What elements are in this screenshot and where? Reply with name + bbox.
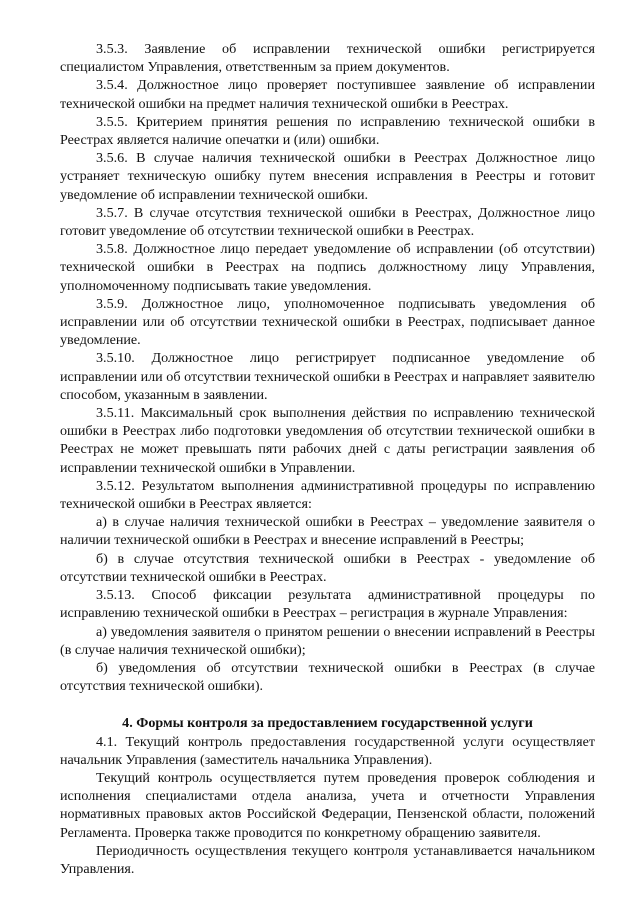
document-page (60, 40, 595, 878)
paragraph-3-5-5: 3.5.5. Критерием принятия решения по исправлению технической ошибки в Реестрах является наличие опечатки и (или) ошибки. (60, 113, 595, 149)
paragraph-control-periodicity: Периодичность осуществления текущего контроля устанавливается начальником Управления. (60, 842, 595, 877)
paragraph-3-5-9: 3.5.9. Должностное лицо, уполномоченное подписывать уведомления об исправлении или об отсутствии технической ошибки в Реестрах, подписывает данное уведомление. (60, 295, 595, 349)
paragraph-3-5-11: 3.5.11. Максимальный срок выполнения действия по исправлению технической ошибки в Реестрах либо подготовки уведомления об отсутствии технической ошибки в Реестрах не может превышать пяти рабочих дней с даты регистрации заявления об исправлении технической ошибки в Управлении. (60, 405, 595, 476)
paragraph-3-5-4: 3.5.4. Должностное лицо проверяет поступившее заявление об исправлении технической ошибки на предмет наличия технической ошибки в Реестрах. (60, 77, 595, 112)
paragraph-3-5-12-a: а) в случае наличия технической ошибки в Реестрах – уведомление заявителя о наличии технической ошибки в Реестрах и внесение исправлений в Реестры; (60, 514, 595, 549)
paragraph-3-5-12-b: б) в случае отсутствия технической ошибки в Реестрах - уведомление об отсутствии технической ошибки в Реестрах. (60, 550, 595, 585)
paragraph-3-5-6: 3.5.6. В случае наличия технической ошибки в Реестрах Должностное лицо устраняет техническую ошибку путем внесения исправления в Реестры и готовит уведомление об исправлении технической ошибки. (60, 150, 595, 203)
paragraph-4-1: 4.1. Текущий контроль предоставления государственной услуги осуществляет начальник Управления (заместитель начальника Управления). (60, 733, 595, 768)
paragraph-3-5-8: 3.5.8. Должностное лицо передает уведомление об исправлении (об отсутствии) технической ошибки в Реестрах на подпись должностному лицу Управления, уполномоченному подписывать такие уведомления. (60, 241, 595, 294)
paragraph-3-5-13-a: а) уведомления заявителя о принятом решении о внесении исправлений в Реестры (в случае наличия технической ошибки); (60, 623, 595, 658)
paragraph-3-5-12: 3.5.12. Результатом выполнения административной процедуры по исправлению технической ошибки в Реестрах является: (60, 477, 595, 513)
paragraph-3-5-10: 3.5.10. Должностное лицо регистрирует подписанное уведомление об исправлении или об отсутствии технической ошибки в Реестрах и направляет заявителю способом, указанным в заявлении. (60, 350, 595, 403)
paragraph-3-5-7: 3.5.7. В случае отсутствия технической ошибки в Реестрах, Должностное лицо готовит уведомление об отсутствии технической ошибки в Реестрах. (60, 204, 595, 240)
section-spacer (60, 695, 595, 714)
paragraph-3-5-13: 3.5.13. Способ фиксации результата административной процедуры по исправлению технической ошибки в Реестрах – регистрация в журнале Управления: (60, 587, 595, 622)
paragraph-3-5-3: 3.5.3. Заявление об исправлении технической ошибки регистрируется специалистом Управления, ответственным за прием документов. (60, 41, 595, 76)
paragraph-3-5-13-b: б) уведомления об отсутствии технической ошибки в Реестрах (в случае отсутствия технической ошибки). (60, 659, 595, 695)
section-4-heading: 4. Формы контроля за предоставлением государственной услуги (122, 715, 533, 732)
paragraph-current-control: Текущий контроль осуществляется путем проведения проверок соблюдения и исполнения специалистами отдела анализа, учета и отчетности Управления нормативных правовых актов Российской Федерации, Пензенской области, положений Регламента. Проверка также проводится по конкретному обращению заявителя. (60, 769, 595, 841)
